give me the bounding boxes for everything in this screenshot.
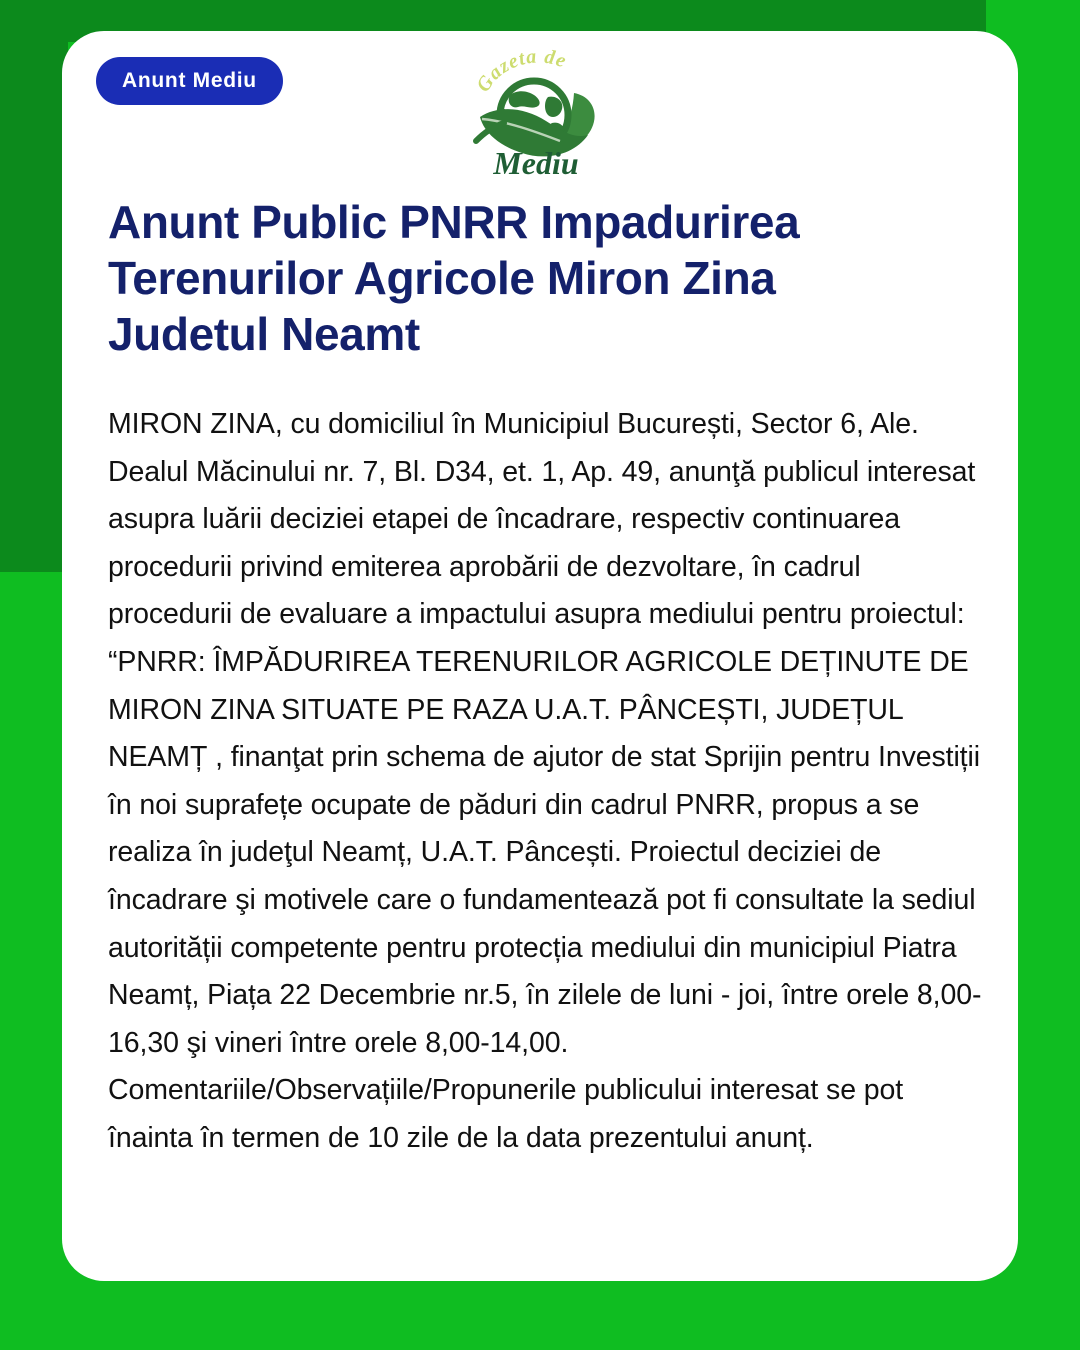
category-badge[interactable]: Anunt Mediu [96,57,283,105]
logo-text-top: Gazeta de [472,45,570,96]
page-title: Anunt Public PNRR Impadurirea Terenurilor Agricole Miron Zina Judetul Neamt [108,196,800,361]
card-header [62,31,1018,181]
logo-text-bottom: Mediu [493,145,579,181]
announcement-card [62,31,1018,1281]
announcement-body: MIRON ZINA, cu domiciliul în Municipiul București, Sector 6, Ale. Dealul Măcinului nr. 7, Bl. D34, et. 1, Ap. 49, anunţă publicul interesat asupra luării deciziei etapei de încadrare, respectiv continuarea procedurii privind emiterea aprobării de dezvoltare, în cadrul procedurii de evaluare a impactului asupra mediului pentru proiectul: “PNRR: ÎMPĂDURIREA TERENURILOR AGRICOLE DEȚINUTE DE MIRON ZINA SITUATE PE RAZA U.A.T. PÂNCEȘTI, JUDEȚUL NEAMȚ , finanţat prin schema de ajutor de stat Sprijin pentru Investiții în noi suprafețe ocupate de păduri din cadrul PNRR, propus a se realiza în judeţul Neamț, U.A.T. Pâncești. Proiectul deciziei de încadrare şi motivele care o fundamentează pot fi consultate la sediul autorității competente pentru protecția mediului din municipiul Piatra Neamț, Piața 22 Decembrie nr.5, în zilele de luni - joi, între orele 8,00- 16,30 şi vineri între orele 8,00-14,00. Comentariile/Observațiile/Propunerile publicului interesat se pot înainta în termen de 10 zile de la data prezentului anunț. [108,408,990,1154]
background-dark-green-left-band [0,0,68,572]
gazeta-de-mediu-logo [462,43,612,183]
